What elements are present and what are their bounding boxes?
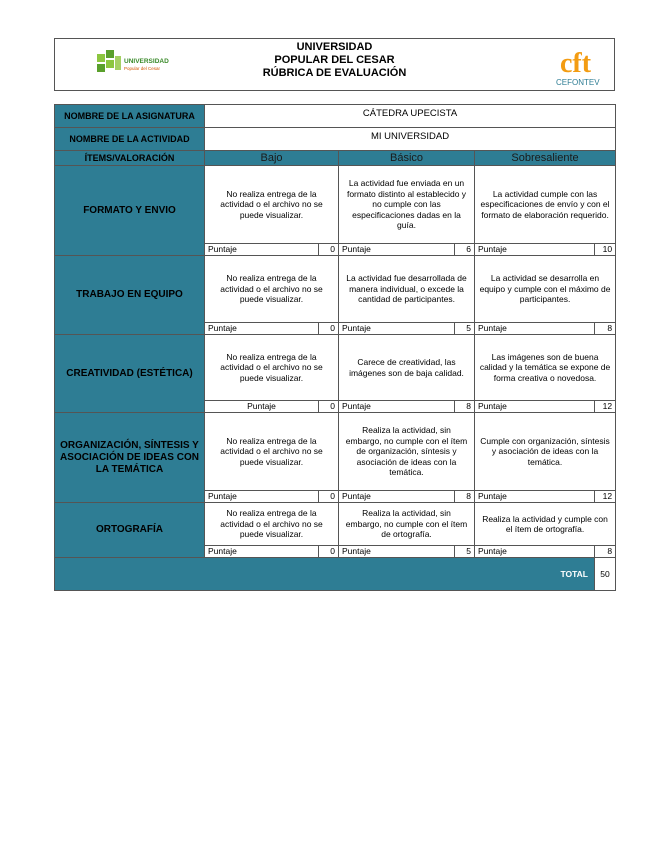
sobresaliente-description: Las imágenes son de buena calidad y la temática se expone de forma creativa o novedosa. xyxy=(475,335,616,401)
bajo-description: No realiza entrega de la actividad o el archivo no se puede visualizar. xyxy=(205,503,339,546)
basico-score-value: 5 xyxy=(455,546,475,558)
cefontev-mark: cft xyxy=(560,48,592,79)
total-value: 50 xyxy=(595,558,616,591)
basico-score-value: 8 xyxy=(455,401,475,413)
actividad-value: MI UNIVERSIDAD xyxy=(205,128,616,151)
header-title xyxy=(55,41,614,80)
document-header xyxy=(54,38,615,91)
basico-score-value: 5 xyxy=(455,323,475,335)
sobresaliente-score-value: 8 xyxy=(595,546,616,558)
criterion-row xyxy=(55,335,616,401)
sobresaliente-score-value: 10 xyxy=(595,244,616,256)
criterion-row xyxy=(55,256,616,323)
bajo-score-value: 0 xyxy=(319,401,339,413)
sobresaliente-description: Cumple con organización, síntesis y asociación de ideas con la temática. xyxy=(475,413,616,491)
basico-score-value: 6 xyxy=(455,244,475,256)
criterion-row xyxy=(55,503,616,546)
bajo-score-value: 0 xyxy=(319,244,339,256)
cefontev-name: CEFONTEV xyxy=(556,78,600,87)
criterion-row xyxy=(55,413,616,491)
sobresaliente-score-label: Puntaje xyxy=(475,491,595,503)
bajo-score-value: 0 xyxy=(319,323,339,335)
sobresaliente-score-value: 8 xyxy=(595,323,616,335)
sobresaliente-score-value: 12 xyxy=(595,491,616,503)
header-line-2: POPULAR DEL CESAR xyxy=(274,54,395,66)
sobresaliente-score-value: 12 xyxy=(595,401,616,413)
university-logo-name: UNIVERSIDAD xyxy=(124,58,169,65)
sobresaliente-description: La actividad cumple con las especificaciones de envío y con el formato de elaboración requerido. xyxy=(475,166,616,244)
bajo-score-label: Puntaje xyxy=(205,491,319,503)
bajo-score-label: Puntaje xyxy=(205,401,319,413)
items-label: ÍTEMS/VALORACIÓN xyxy=(55,151,205,166)
asignatura-label: NOMBRE DE LA ASIGNATURA xyxy=(55,105,205,128)
basico-score-label: Puntaje xyxy=(339,323,455,335)
basico-score-value: 8 xyxy=(455,491,475,503)
asignatura-value: CÁTEDRA UPECISTA xyxy=(205,105,616,128)
bajo-score-value: 0 xyxy=(319,546,339,558)
sobresaliente-description: La actividad se desarrolla en equipo y cumple con el máximo de participantes. xyxy=(475,256,616,323)
sobresaliente-score-label: Puntaje xyxy=(475,401,595,413)
basico-score-label: Puntaje xyxy=(339,401,455,413)
column-basico: Básico xyxy=(339,151,475,166)
basico-description: La actividad fue desarrollada de manera individual, o excede la cantidad de participantes. xyxy=(339,256,475,323)
asignatura-row xyxy=(55,105,616,128)
basico-description: La actividad fue enviada en un formato distinto al establecido y no cumple con las especificaciones dadas en la guía. xyxy=(339,166,475,244)
header-line-3: RÚBRICA DE EVALUACIÓN xyxy=(262,67,407,79)
basico-score-label: Puntaje xyxy=(339,244,455,256)
column-sobresaliente: Sobresaliente xyxy=(475,151,616,166)
total-row xyxy=(55,558,616,591)
basico-description: Realiza la actividad, sin embargo, no cumple con el ítem de organización, síntesis y asociación de ideas con la temática. xyxy=(339,413,475,491)
bajo-description: No realiza entrega de la actividad o el archivo no se puede visualizar. xyxy=(205,335,339,401)
criterion-name: ORTOGRAFÍA xyxy=(55,503,205,558)
bajo-score-value: 0 xyxy=(319,491,339,503)
column-bajo: Bajo xyxy=(205,151,339,166)
bajo-score-label: Puntaje xyxy=(205,323,319,335)
header-line-1: UNIVERSIDAD xyxy=(296,41,373,53)
university-logo-sub: Popular del Cesar xyxy=(124,66,161,71)
basico-description: Realiza la actividad, sin embargo, no cumple con el ítem de ortografía. xyxy=(339,503,475,546)
actividad-row xyxy=(55,128,616,151)
rubric-table xyxy=(54,104,616,591)
criterion-name: FORMATO Y ENVIO xyxy=(55,166,205,256)
basico-score-label: Puntaje xyxy=(339,491,455,503)
cefontev-logo xyxy=(554,42,606,88)
bajo-description: No realiza entrega de la actividad o el archivo no se puede visualizar. xyxy=(205,413,339,491)
criterion-name: ORGANIZACIÓN, SÍNTESIS Y ASOCIACIÓN DE IDEAS CON LA TEMÁTICA xyxy=(55,413,205,503)
bajo-description: No realiza entrega de la actividad o el archivo no se puede visualizar. xyxy=(205,256,339,323)
total-label: TOTAL xyxy=(55,558,595,591)
criterion-name: CREATIVIDAD (ESTÉTICA) xyxy=(55,335,205,413)
bajo-score-label: Puntaje xyxy=(205,546,319,558)
criterion-name: TRABAJO EN EQUIPO xyxy=(55,256,205,335)
bajo-score-label: Puntaje xyxy=(205,244,319,256)
bajo-description: No realiza entrega de la actividad o el archivo no se puede visualizar. xyxy=(205,166,339,244)
sobresaliente-score-label: Puntaje xyxy=(475,323,595,335)
column-header-row xyxy=(55,151,616,166)
basico-score-label: Puntaje xyxy=(339,546,455,558)
sobresaliente-score-label: Puntaje xyxy=(475,244,595,256)
sobresaliente-description: Realiza la actividad y cumple con el ítem de ortografía. xyxy=(475,503,616,546)
basico-description: Carece de creatividad, las imágenes son de baja calidad. xyxy=(339,335,475,401)
criterion-row xyxy=(55,166,616,244)
actividad-label: NOMBRE DE LA ACTIVIDAD xyxy=(55,128,205,151)
sobresaliente-score-label: Puntaje xyxy=(475,546,595,558)
